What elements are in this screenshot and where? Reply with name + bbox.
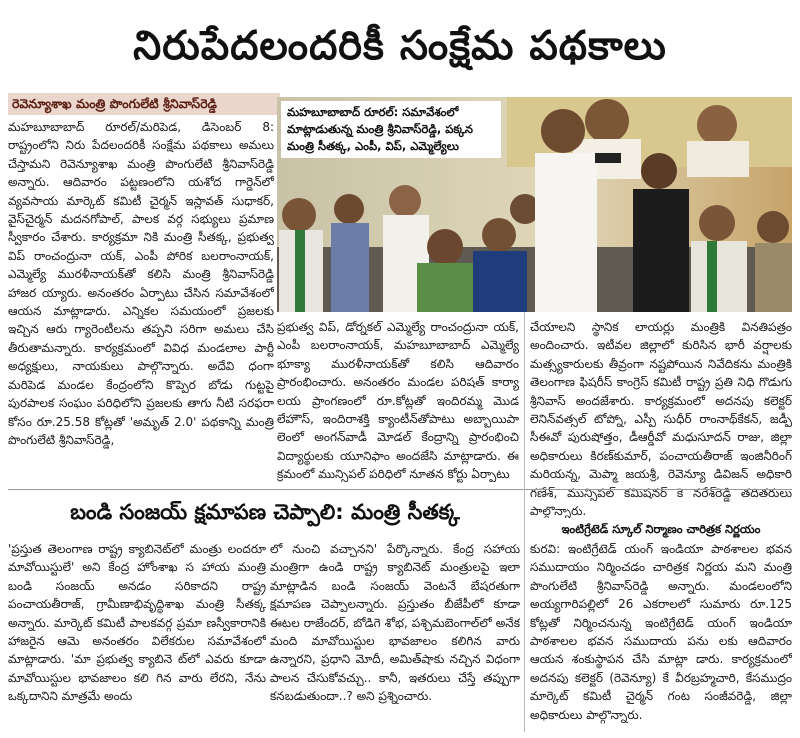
subhead: రెవెన్యూశాఖ మంత్రి పొంగులేటి శ్రీనివాస్‌రెడ్డి [8,93,280,115]
article-text-1: మహబూబాబాద్ రూరల్/మరిపెడ, డిసెంబర్ 8: రాష్ట్రంలోని నిరు పేదలందరికీ సంక్షేమ పథకాలు అమలు చేస్తామని రెవెన్యూశాఖ మంత్రి పొంగులేటి శ్రీనివాస్‌రెడ్డి అన్నారు. ఆదివారం పట్టణంలోని యశోద గార్డెన్‌లో వ్యవసాయ మార్కెట్ కమిటీ చైర్మన్ ఇస్లావత్ సుధాకర్, వైస్‌చైర్మన్ మదనగోపాల్, పాలక వర్గ సభ్యులు ప్రమాణ స్వీకారం చేశారు. కార్యక్రమా నికి మంత్రి సీతక్క, ప్రభుత్వ విప్ రాంచంద్రునా యక్, ఎంపీ పోరిక బలరాంనాయక్, ఎమ్మెల్యే మురళీనాయక్‌తో కలిసి మంత్రి శ్రీనివాస్‌రెడ్డి హాజర య్యారు. అనంతరం ఏర్పాటు చేసిన సమావేశంలో ఆయన మాట్లాడారు. ఎన్నికల సమయంలో ప్రజలకు ఇచ్చిన ఆరు గ్యారెంటీలను తప్పని సరిగా అమలు చేసి తీరుతామన్నారు. కార్యక్రమంలో వివిధ మండలాల పార్టీ అధ్యక్షులు, నాయకులు పాల్గొన్నారు. అదేవి ధంగా మరిపెడ మండల కేంద్రంలోని కొప్పెర బోడు గుట్టపై పురపాలక సంఘం పరిధిలోని ప్రజలకు తాగు నీటి సరఫరా కోసం రూ.25.58 కోట్లతో 'అమృత్ 2.0' పథకాన్ని మంత్రి పొంగులేటి శ్రీనివాస్‌రెడ్డి, [8,120,274,447]
column-divider [524,312,525,732]
article-text-3: చేయాలని స్థానిక లాయర్లు మంత్రికి వినతిపత్రం అందించారు. ఇటీవల జిల్లాలో కురిసిన భారీ వర్షాలకు మత్స్యకారులకు తీవ్రంగా నష్టపోయిన నివేదికను మంత్రికి తెలంగాణ ఫిషరీస్ కాంగ్రెస్ కమిటీ రాష్ట్ర ప్రతి నిధి గొడుగు శ్రీనివాస్ అందజేశారు. కార్యక్రమంలో అదనపు కలెక్టర్ లెనిన్‌వత్సల్ టోప్నో, ఎస్పీ సుధీర్ రాంనాథ్‌కేకన్, జడ్పీ సీఈవో పురుషోత్తం, డీఆర్డీవో మధుసూదన్ రాజు, జిల్లా అధికారులు కిరణ్‌కుమార్, పంచాయతీరాజ్ ఇంజినీరింగ్ మరియన్న, మెప్మా జయశ్రీ, రెవెన్యూ డివిజన్ అధికారి గణేశ్, మున్సిపల్ కమిషనర్ కె నరేశ్‌రెడ్డి తదితరులు పాల్గొన్నారు. [530,320,792,518]
side-article-head: ఇంటిగ్రేటెడ్ స్కూల్ నిర్మాణం చారిత్రక నిర్ణయం [561,522,761,536]
box2-text-2: లో నుంచి వచ్చానని' పేర్కొన్నారు. కేంద్ర సహాయ మంత్రిగా ఉండి రాష్ట్ర క్యాబినెట్ మంత్రులపై ఇలా మాట్లాడిన బండి సంజయ్ వెంటనే బేషరతుగా క్షమాపణ చెప్పాలన్నారు. ప్రస్తుతం బీజేపీలో కూడా ఈటల రాజేందర్, బోడిగె శోభ, పశ్చిమబెంగాల్‌లో అనేక మంది మావోయిస్టుల భావజాలం కలిగిన వారు ఉన్నారని, ప్రధాని మోదీ, అమిత్‌షాకు నచ్చిన విధంగా పాలన చేసుకోవచ్చు.. కానీ, ఇతరులు చేస్తే తప్పుగా కనబడుతుందా..? అని ప్రశ్నించారు. [270,542,520,704]
box2-text-1: 'ప్రస్తుత తెలంగాణ రాష్ట్ర క్యాబినెట్‌లో మంత్రు లందరూ మావోయిస్టులే' అని కేంద్ర హోంశాఖ స హాయ మంత్రి బండి సంజయ్ అనడం సరికాదని రాష్ట్ర పంచాయతీరాజ్, గ్రామీణాభివృద్ధిశాఖ మంత్రి సీతక్క అన్నారు. మార్కెట్ కమిటీ పాలకవర్గ ప్రమా ణస్వీకారానికి హాజరైన ఆమె అనంతరం విలేకరుల సమావేశంలో మాట్లాడారు. 'మా ప్రభుత్వ క్యాబినె ట్‌లో ఎవరు కూడా మావోయిస్టుల భావజాలం కలి గిన వారు లేరని, నేను ఒక్కదానిని మాత్రమే అందు [8,542,266,704]
box2-title: బండి సంజయ్ క్షమాపణ చెప్పాలి: మంత్రి సీతక్క [70,500,460,524]
photo-caption: మహబూబాబాద్ రూరల్: సమావేశంలో మాట్లాడుతున్న మంత్రి శ్రీనివాస్‌రెడ్డి, పక్కన మంత్రి సీతక్క, ఎంపీ, విప్, ఎమ్మెల్యేలు [281,101,501,158]
box-divider [8,489,792,490]
headline: నిరుపేదలందరికీ సంక్షేమ పథకాలు [133,23,667,69]
box2-column-1 [8,540,266,730]
article-text-2: ప్రభుత్వ విప్, డోర్నకల్ ఎమ్మెల్యే రాంచంద్రునా యక్, ఎంపీ బలరాంనాయక్, మహబూబాబాద్ ఎమ్మెల్యే భూక్యా మురళీనాయక్‌తో కలిసి ఆదివారం ప్రారంభించారు. అనంతరం మండల పరిషత్ కార్యా లయ ప్రాంగణంలో రూ.కోట్లతో ఇందిరమ్మ మొడ లేహౌస్, ఇందిరాశక్తి క్యాంటీన్‌తోపాటు అబ్బాయిపా లెంలో అంగన్‌వాడీ మోడల్ కేంద్రాన్ని ప్రారంభించి విద్యార్థులకు యూనిఫాం అందజేసి మాట్లాడారు. ఈ క్రమంలో మున్సిపల్ పరిధిలో నూతన కోర్టు ఏర్పాటు [277,320,519,482]
article-column-3 [530,318,792,518]
article-column-1 [8,118,274,488]
side-article-column [530,540,792,730]
news-photo [277,97,792,312]
box2-column-2 [270,540,520,730]
article-column-2 [277,318,519,488]
side-article-text: కురవి: ఇంటిగ్రేటెడ్ యంగ్ ఇండియా పాఠశాలల భవన సముదాయం నిర్మించడం చారిత్రక నిర్ణయ మని మంత్రి పొంగులేటి శ్రీనివాస్‌రెడ్డి అన్నారు. మండలంలోని అయ్యగారిపల్లిలో 26 ఎకరాలలో సుమారు రూ.125 కోట్లతో నిర్మించనున్న ఇంటిగ్రేటెడ్ యంగ్ ఇండియా పాఠశాలల భవన సముదాయ పను లకు ఆదివారం ఆయన శంకుస్థాపన చేసి మాట్లా డారు. కార్యక్రమంలో అదనపు కలెక్టర్ (రెవెన్యూ) కే వీరబ్రహ్మచారి, కేసముద్రం మార్కెట్ కమిటీ చైర్మన్ గంట సంజీవరెడ్డి, జిల్లా అధికారులు పాల్గొన్నారు. [530,542,792,722]
